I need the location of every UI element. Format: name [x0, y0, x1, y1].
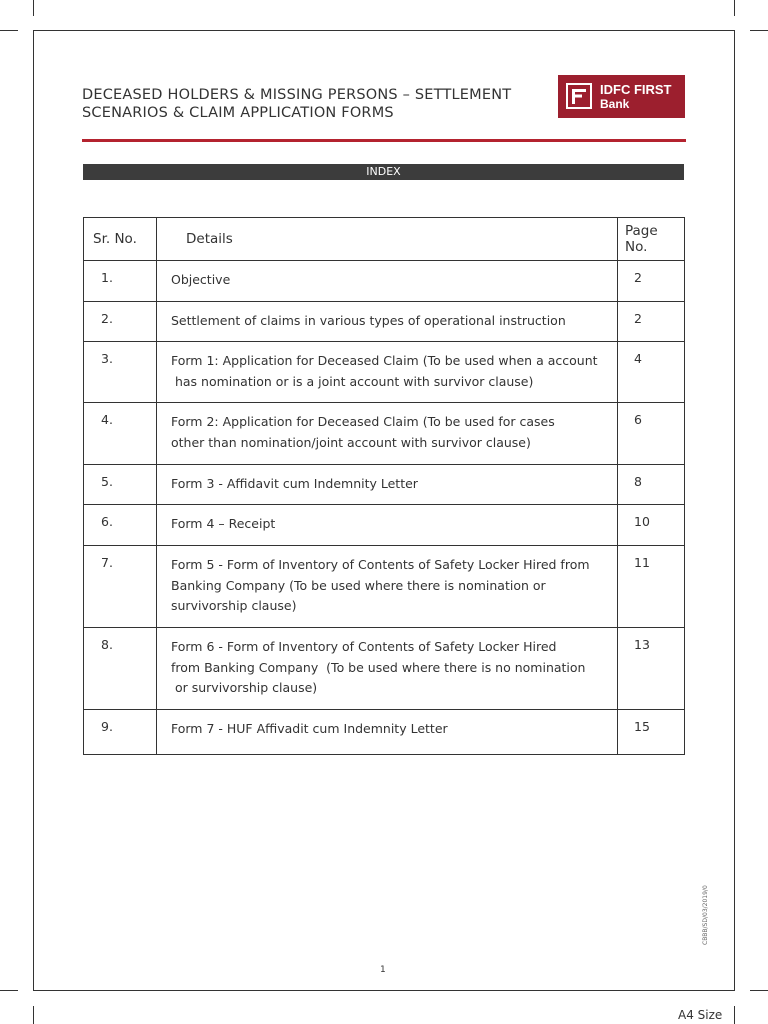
document-title [82, 86, 552, 122]
details-line: Form 5 - Form of Inventory of Contents of Safety Locker Hired from [171, 557, 590, 572]
header-sr-no: Sr. No. [84, 218, 157, 261]
index-table [83, 217, 685, 755]
details-line: survivorship clause) [171, 598, 297, 613]
table-row [84, 403, 685, 465]
paper-size-label: A4 Size [678, 1008, 723, 1022]
table-row [84, 465, 685, 505]
details-line: other than nomination/joint account with survivor clause) [171, 434, 531, 450]
header-rule [82, 139, 686, 142]
row-sr-no: 8. [84, 628, 157, 710]
details-line: Banking Company (To be used where there is nomination or [171, 577, 546, 593]
row-page-no: 8 [618, 465, 685, 505]
row-details [157, 710, 618, 755]
table-row [84, 505, 685, 546]
details-line: from Banking Company (To be used where there is no nomination [171, 659, 586, 675]
row-page-no: 10 [618, 505, 685, 546]
details-line: Objective [171, 272, 231, 287]
details-line: has nomination or is a joint account with survivor clause) [171, 373, 534, 389]
row-page-no: 4 [618, 342, 685, 403]
row-page-no: 11 [618, 546, 685, 628]
row-details [157, 465, 618, 505]
details-line: Form 1: Application for Deceased Claim (To be used when a account [171, 353, 598, 368]
row-details [157, 302, 618, 342]
row-sr-no: 7. [84, 546, 157, 628]
row-details [157, 546, 618, 628]
header-page-no: Page No. [618, 218, 685, 261]
details-line: or survivorship clause) [171, 680, 318, 695]
title-line-2: SCENARIOS & CLAIM APPLICATION FORMS [82, 105, 394, 121]
crop-mark [33, 1006, 34, 1024]
details-line: Form 2: Application for Deceased Claim (To be used for cases [171, 414, 555, 429]
crop-mark [750, 990, 768, 991]
row-sr-no: 6. [84, 505, 157, 546]
page-number: 1 [380, 965, 386, 975]
crop-mark [0, 30, 18, 31]
details-line: Form 4 – Receipt [171, 516, 276, 531]
table-row [84, 628, 685, 710]
row-page-no: 15 [618, 710, 685, 755]
row-sr-no: 9. [84, 710, 157, 755]
idfc-first-bank-logo [558, 75, 685, 118]
details-line: Settlement of claims in various types of operational instruction [171, 313, 566, 328]
bank-logo-icon [566, 83, 592, 109]
row-sr-no: 4. [84, 403, 157, 465]
header-details: Details [157, 218, 618, 261]
table-row [84, 546, 685, 628]
document-code: CBBB/SD/03/2019/0 [702, 885, 709, 945]
row-sr-no: 1. [84, 261, 157, 302]
details-line: Form 3 - Affidavit cum Indemnity Letter [171, 476, 418, 491]
details-line: Form 7 - HUF Affivadit cum Indemnity Letter [171, 721, 448, 736]
crop-mark [734, 0, 735, 16]
crop-mark [0, 990, 18, 991]
table-header-row [84, 218, 685, 261]
row-details [157, 403, 618, 465]
crop-mark [33, 0, 34, 16]
title-line-1: DECEASED HOLDERS & MISSING PERSONS – SETTLEMENT [82, 87, 512, 103]
crop-mark [734, 1006, 735, 1024]
details-line: Form 6 - Form of Inventory of Contents of Safety Locker Hired [171, 639, 557, 654]
row-details [157, 505, 618, 546]
table-row [84, 342, 685, 403]
row-sr-no: 3. [84, 342, 157, 403]
row-sr-no: 5. [84, 465, 157, 505]
logo-text-line-2: Bank [600, 97, 630, 111]
table-row [84, 710, 685, 755]
row-details [157, 628, 618, 710]
index-heading: INDEX [83, 164, 684, 180]
row-page-no: 13 [618, 628, 685, 710]
table-row [84, 302, 685, 342]
logo-text-line-1: IDFC FIRST [600, 82, 672, 97]
row-sr-no: 2. [84, 302, 157, 342]
table-row [84, 261, 685, 302]
crop-mark [750, 30, 768, 31]
row-page-no: 2 [618, 302, 685, 342]
row-page-no: 2 [618, 261, 685, 302]
row-details [157, 261, 618, 302]
row-page-no: 6 [618, 403, 685, 465]
row-details [157, 342, 618, 403]
